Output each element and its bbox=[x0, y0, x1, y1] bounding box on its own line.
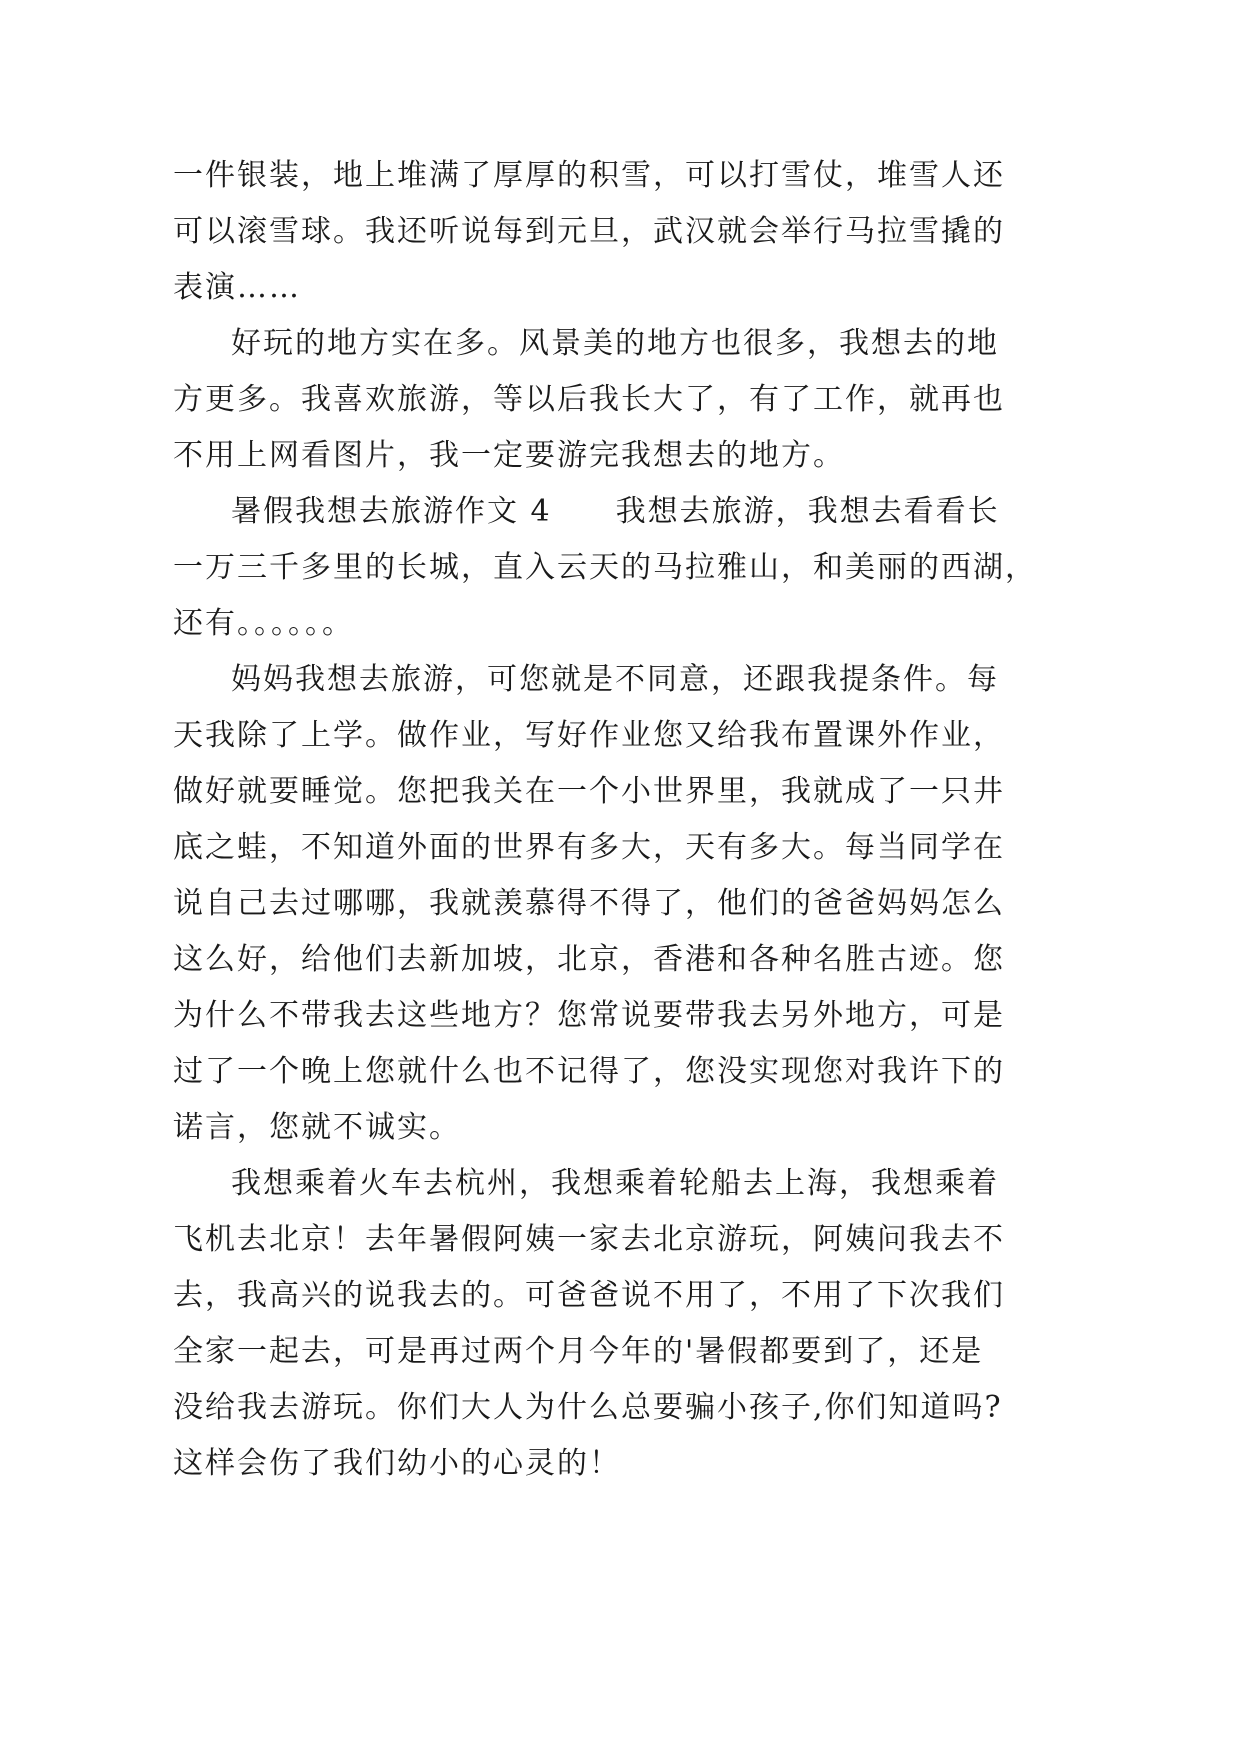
text-line: 还有。。。。。。 bbox=[173, 606, 354, 641]
text-line: 飞机去北京！去年暑假阿姨一家去北京游玩，阿姨问我去不 bbox=[173, 1222, 1005, 1257]
text-line: 没给我去游玩。你们大人为什么总要骗小孩子,你们知道吗? bbox=[173, 1390, 1003, 1425]
text-line: 这么好，给他们去新加坡，北京，香港和各种名胜古迹。您 bbox=[173, 942, 1005, 977]
text-line: 一件银装，地上堆满了厚厚的积雪，可以打雪仗，堆雪人还 bbox=[173, 158, 1005, 193]
text-line: 做好就要睡觉。您把我关在一个小世界里，我就成了一只井 bbox=[173, 774, 1005, 809]
text-line: 好玩的地方实在多。风景美的地方也很多，我想去的地 bbox=[231, 326, 999, 361]
text-line: 底之蛙，不知道外面的世界有多大，天有多大。每当同学在 bbox=[173, 830, 1005, 865]
text-line: 可以滚雪球。我还听说每到元旦，武汉就会举行马拉雪撬的 bbox=[173, 214, 1005, 249]
text-line: 妈妈我想去旅游，可您就是不同意，还跟我提条件。每 bbox=[231, 662, 999, 697]
text-line: 不用上网看图片，我一定要游完我想去的地方。 bbox=[173, 438, 845, 473]
text-line: 天我除了上学。做作业，写好作业您又给我布置课外作业， bbox=[173, 718, 1005, 753]
text-line: 全家一起去，可是再过两个月今年的'暑假都要到了，还是 bbox=[173, 1334, 984, 1369]
text-line: 为什么不带我去这些地方？您常说要带我去另外地方，可是 bbox=[173, 998, 1005, 1033]
text-line: 暑假我想去旅游作文 4 我想去旅游，我想去看看长 bbox=[231, 494, 1000, 529]
text-line: 我想乘着火车去杭州，我想乘着轮船去上海，我想乘着 bbox=[231, 1166, 999, 1201]
text-line: 去，我高兴的说我去的。可爸爸说不用了，不用了下次我们 bbox=[173, 1278, 1005, 1313]
text-line: 这样会伤了我们幼小的心灵的！ bbox=[173, 1446, 621, 1481]
text-line: 表演…… bbox=[173, 270, 301, 305]
text-line: 方更多。我喜欢旅游，等以后我长大了，有了工作，就再也 bbox=[173, 382, 1005, 417]
text-line: 诺言，您就不诚实。 bbox=[173, 1110, 461, 1145]
text-line: 过了一个晚上您就什么也不记得了，您没实现您对我许下的 bbox=[173, 1054, 1005, 1089]
text-line: 说自己去过哪哪，我就羡慕得不得了，他们的爸爸妈妈怎么 bbox=[173, 886, 1005, 921]
text-line: 一万三千多里的长城，直入云天的马拉雅山，和美丽的西湖， bbox=[173, 550, 1037, 585]
